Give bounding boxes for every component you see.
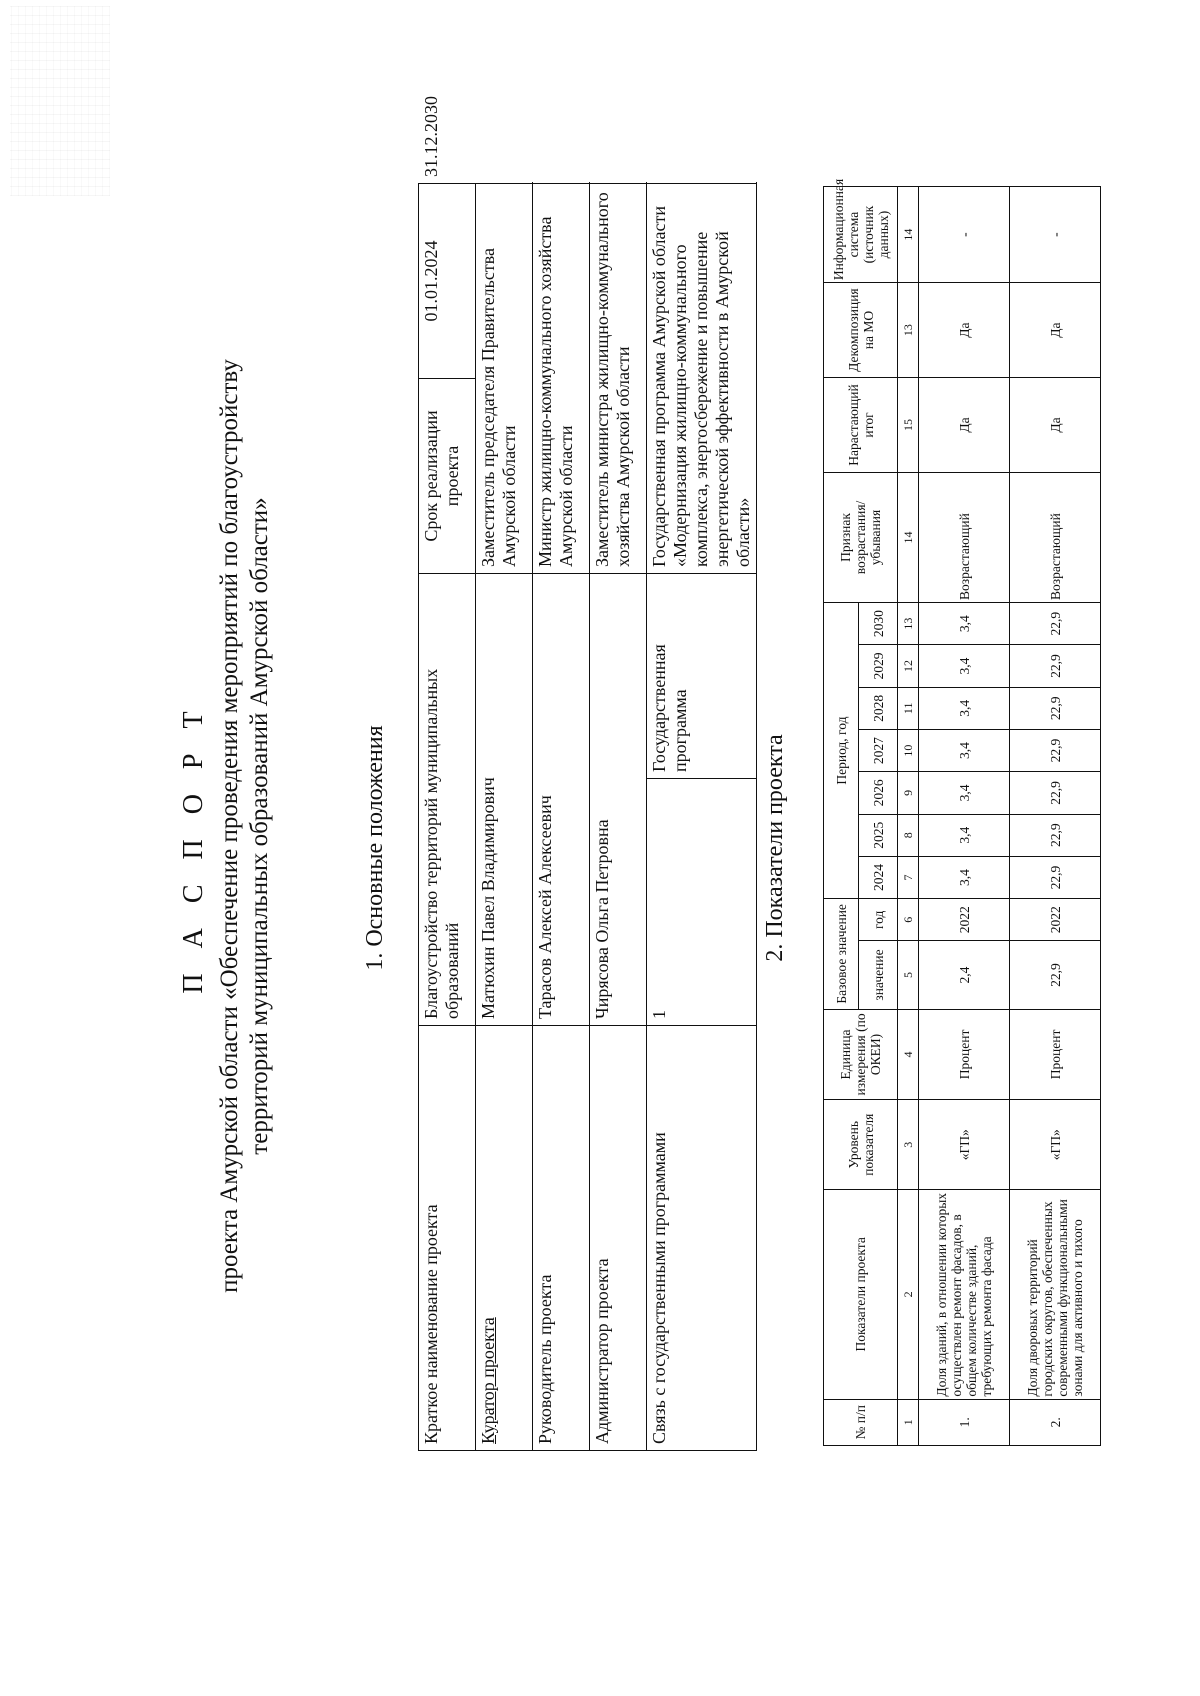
row-year-value: 3,4: [919, 645, 1010, 687]
admin-name: Чирясова Ольга Петровна: [590, 573, 647, 1025]
column-number: 14: [898, 472, 919, 602]
col-base-year: год: [859, 899, 898, 941]
row-info-system: -: [919, 187, 1010, 283]
short-name-value: Благоустройство территорий муниципальных образований: [419, 573, 476, 1025]
col-cumulative: Нарастающий итог: [824, 378, 898, 473]
row-level: «ГП»: [919, 1100, 1010, 1190]
head-label: Руководитель проекта: [533, 1025, 590, 1450]
column-number: 3: [898, 1100, 919, 1190]
col-year: 2029: [859, 645, 898, 687]
row-decomposition: Да: [1010, 283, 1101, 378]
head-position: Министр жилищно-коммунального хозяйства Амурской области: [533, 183, 590, 573]
table-row: [919, 187, 1010, 1446]
col-trend: Признак возрастания/ убывания: [824, 472, 898, 602]
column-number-row: [898, 187, 919, 1446]
row-indicator: Доля дворовых территорий городских округов, обеспеченных современными функциональными зонами для активного и тихого: [1010, 1190, 1101, 1399]
row-trend: Возрастающий: [1010, 472, 1101, 602]
basic-info-table: [418, 95, 757, 1451]
row-info-system: -: [1010, 187, 1101, 283]
col-year: 2027: [859, 729, 898, 771]
col-num: № п/п: [824, 1399, 898, 1445]
document-subtitle: проекта Амурской области «Обеспечение проведения мероприятий по благоустройству территорий муниципальных образований Амурской области»: [216, 359, 273, 1293]
col-decomposition: Декомпозиция на МО: [824, 283, 898, 378]
admin-position: Заместитель министра жилищно-коммунального хозяйства Амурской области: [590, 183, 647, 573]
row-base-year: 2022: [919, 899, 1010, 941]
curator-position: Заместитель председателя Правительства Амурской области: [476, 183, 533, 573]
link-type: Государственная программа: [647, 573, 757, 778]
table-row: [1010, 187, 1101, 1446]
column-number: 4: [898, 1009, 919, 1100]
row-unit: Процент: [919, 1009, 1010, 1100]
column-number: 13: [898, 602, 919, 644]
column-number: 2: [898, 1190, 919, 1399]
row-num: 2.: [1010, 1399, 1101, 1445]
row-decomposition: Да: [919, 283, 1010, 378]
link-program: Государственная программа Амурской области «Модернизация жилищно-коммунального комплекса, энергосбережение и повышение энергетической эффективности в Амурской области»: [647, 183, 757, 573]
col-base-value: значение: [859, 941, 898, 1009]
col-period: Период, год: [824, 602, 859, 898]
table-row: Краткое наименование проекта Благоустройство территорий муниципальных образований Срок реализации проекта 01.01.2024 31.12.2030: [419, 183, 476, 1450]
row-cumulative: Да: [919, 378, 1010, 473]
table-header-row: [824, 187, 859, 1446]
col-info-system: Информационная система (источник данных): [824, 187, 898, 283]
column-number: 11: [898, 687, 919, 729]
row-unit: Процент: [1010, 1009, 1101, 1100]
table-row: [476, 183, 533, 1450]
column-number: 13: [898, 283, 919, 378]
link-label: Связь с государственными программами: [647, 1025, 757, 1450]
curator-label: Куратор проекта: [476, 1025, 533, 1450]
row-year-value: 3,4: [919, 729, 1010, 771]
table-row: [590, 183, 647, 1450]
column-number: 7: [898, 856, 919, 898]
row-cumulative: Да: [1010, 378, 1101, 473]
document-title: П А С П О Р Т: [178, 702, 209, 994]
scan-artifact: [10, 6, 110, 196]
row-year-value: 22,9: [1010, 645, 1101, 687]
col-level: Уровень показателя: [824, 1100, 898, 1190]
column-number: 15: [898, 378, 919, 473]
term-label: Срок реализации проекта: [419, 378, 476, 573]
row-year-value: 22,9: [1010, 856, 1101, 898]
head-name: Тарасов Алексей Алексеевич: [533, 573, 590, 1025]
column-number: 9: [898, 772, 919, 814]
column-number: 8: [898, 814, 919, 856]
section2-heading: 2. Показатели проекта: [762, 734, 788, 962]
column-number: 1: [898, 1399, 919, 1445]
row-year-value: 3,4: [919, 814, 1010, 856]
section1-heading: 1. Основные положения: [362, 725, 388, 971]
col-year: 2025: [859, 814, 898, 856]
col-year: 2028: [859, 687, 898, 729]
row-year-value: 22,9: [1010, 687, 1101, 729]
column-number: 5: [898, 941, 919, 1009]
col-base: Базовое значение: [824, 899, 859, 1009]
row-base-year: 2022: [1010, 899, 1101, 941]
col-indicator: Показатели проекта: [824, 1190, 898, 1399]
indicators-table: [823, 178, 1101, 1446]
col-unit: Единица измерения (по ОКЕИ): [824, 1009, 898, 1100]
row-trend: Возрастающий: [919, 472, 1010, 602]
column-number: 6: [898, 899, 919, 941]
col-year: 2024: [859, 856, 898, 898]
col-year: 2030: [859, 602, 898, 644]
short-name-label: Краткое наименование проекта: [419, 1025, 476, 1450]
row-year-value: 22,9: [1010, 772, 1101, 814]
row-year-value: 22,9: [1010, 729, 1101, 771]
admin-label: Администратор проекта: [590, 1025, 647, 1450]
table-row: [647, 183, 757, 1450]
row-year-value: 3,4: [919, 687, 1010, 729]
row-level: «ГП»: [1010, 1100, 1101, 1190]
column-number: 12: [898, 645, 919, 687]
table-row: [533, 183, 590, 1450]
row-year-value: 3,4: [919, 856, 1010, 898]
row-year-value: 22,9: [1010, 602, 1101, 644]
column-number: 14: [898, 187, 919, 283]
row-num: 1.: [919, 1399, 1010, 1445]
row-year-value: 3,4: [919, 602, 1010, 644]
curator-name: Матюхин Павел Владимирович: [476, 573, 533, 1025]
row-year-value: 22,9: [1010, 814, 1101, 856]
col-year: 2026: [859, 772, 898, 814]
row-year-value: 3,4: [919, 772, 1010, 814]
column-number: 10: [898, 729, 919, 771]
row-indicator: Доля зданий, в отношении которых осуществлен ремонт фасадов, в общем количестве зданий, требующих ремонта фасада: [919, 1190, 1010, 1399]
term-start: 01.01.2024: [419, 183, 476, 378]
row-base-value: 2,4: [919, 941, 1010, 1009]
link-number: 1: [647, 778, 757, 1025]
row-base-value: 22,9: [1010, 941, 1101, 1009]
